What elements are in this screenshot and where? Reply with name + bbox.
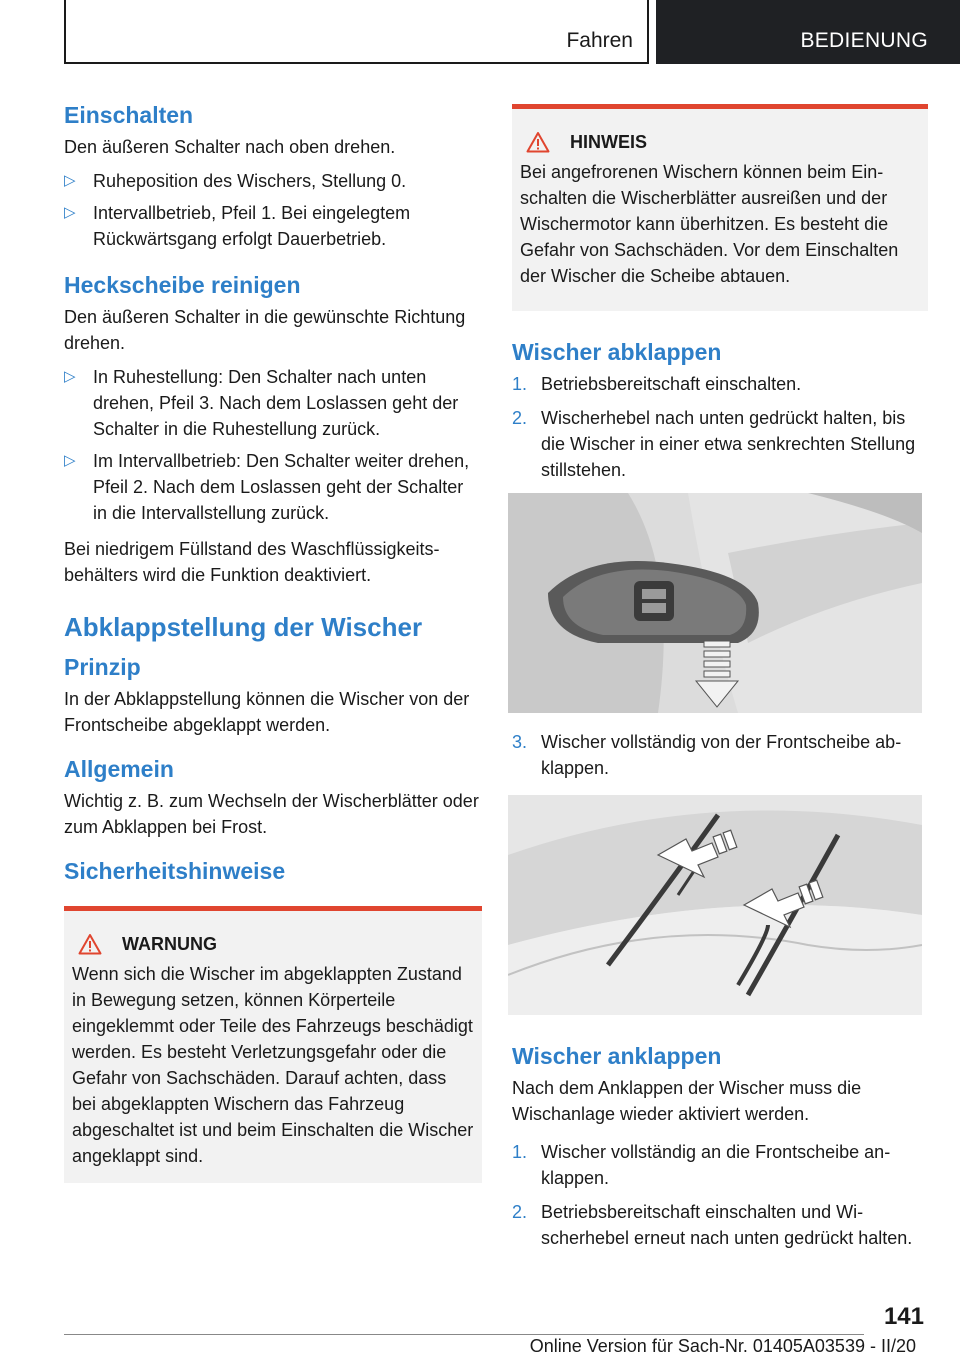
right-column [512,104,928,1261]
warning-title: WARNUNG [72,933,474,955]
triangle-bullet-icon: ▷ [64,172,76,189]
heading-allgemein: Allgemein [64,756,174,782]
list-item: 3. Wischer vollständig von der Frontscheibe abklappen. [512,732,902,778]
warning-box [64,906,482,1183]
list-item: ▷ Im Intervallbetrieb: Den Schalter weiter drehen, Pfeil 2. Nach dem Loslassen geht der Schalter in die Intervallstellung zurück. [64,448,482,526]
steps-abklappen [512,371,928,483]
header-section-label: Fahren [566,29,633,52]
triangle-bullet-icon: ▷ [64,204,76,221]
wiper-lever-figure [508,493,922,713]
list-item: ▷ Intervallbetrieb, Pfeil 1. Bei eingelegtem Rückwärtsgang erfolgt Dauerbetrieb. [64,200,482,252]
hinweis-text: Bei angefrorenen Wischern können beim Einschalten die Wischerblätter ausreißen und der Wischermotor kann überhitzen. Es besteht die Gefahr von Sachschäden. Vor dem Einschalten der Wischer die Scheibe abtauen. [520,162,899,286]
text-einschalten: Den äußeren Schalter nach oben drehen. [64,137,396,157]
list-item: 1. Wischer vollständig an die Frontscheibe anklappen. [512,1142,891,1188]
header-section-tab [64,0,649,64]
list-heckscheibe [64,364,482,526]
heading-wischer-anklappen: Wischer anklappen [512,1043,722,1069]
list-item: 2. Wischerhebel nach unten gedrückt halten, bis die Wischer in einer etwa senkrechten Stellung stillstehen. [512,408,916,480]
heading-heckscheibe: Heckscheibe reinigen [64,272,301,298]
footer-version: Online Version für Sach-Nr. 01405A03539 - II/20 [529,1336,916,1356]
triangle-bullet-icon: ▷ [64,452,76,469]
header-chapter-label: BEDIENUNG [800,29,928,52]
heading-sicherheit: Sicherheitshinweise [64,858,286,884]
list-item: ▷ Ruheposition des Wischers, Stellung 0. [64,168,482,194]
windshield-wipers-figure [508,795,922,1015]
hinweis-box [512,104,928,311]
text-allgemein: Wichtig z. B. zum Wechseln der Wischerblätter oder zum Abklappen bei Frost. [64,791,479,837]
triangle-bullet-icon: ▷ [64,368,76,385]
text-anklappen: Nach dem Anklappen der Wischer muss die Wischanlage wieder aktiviert werden. [512,1078,862,1124]
note-heckscheibe: Bei niedrigem Füllstand des Waschflüssigkeitsbehälters wird die Funktion deaktiviert. [64,539,440,585]
text-heckscheibe: Den äußeren Schalter in die gewünschte Richtung drehen. [64,307,466,353]
hinweis-title: HINWEIS [520,131,920,153]
steps-anklappen [512,1139,928,1251]
list-item: 2. Betriebsbereitschaft einschalten und Wischerhebel erneut nach unten gedrückt halten. [512,1202,913,1248]
warning-text: Wenn sich die Wischer im abgeklappten Zustand in Bewegung setzen, können Körperteile eingeklemmt oder Teile des Fahrzeugs beschädigt werden. Es besteht Verletzungsgefahr oder die Gefahr von Sachschäden. Darauf achten, dass bei abgeklappten Wischern das Fahrzeug abgeschaltet ist und beim Einschalten die Wischer angeklappt sind. [72,964,474,1166]
footer-divider [64,1334,864,1335]
heading-abklappstellung: Abklappstellung der Wischer [64,612,423,642]
header-chapter-tab [656,0,960,64]
heading-einschalten: Einschalten [64,102,194,128]
text-prinzip: In der Abklappstellung können die Wischer von der Frontscheibe abgeklappt werden. [64,689,470,735]
list-item: 1. Betriebsbereitschaft einschalten. [512,374,802,394]
warning-triangle-icon [78,933,102,955]
list-einschalten [64,168,482,252]
heading-prinzip: Prinzip [64,654,141,680]
steps-abklappen-continued [512,729,928,781]
list-item: ▷ In Ruhestellung: Den Schalter nach unten drehen, Pfeil 3. Nach dem Loslassen geht der Schalter in die Ruhestellung zurück. [64,364,482,442]
left-column [64,100,482,1183]
notice-triangle-icon [526,131,550,153]
page-number: 141 [883,1303,924,1330]
heading-wischer-abklappen: Wischer abklappen [512,339,722,365]
